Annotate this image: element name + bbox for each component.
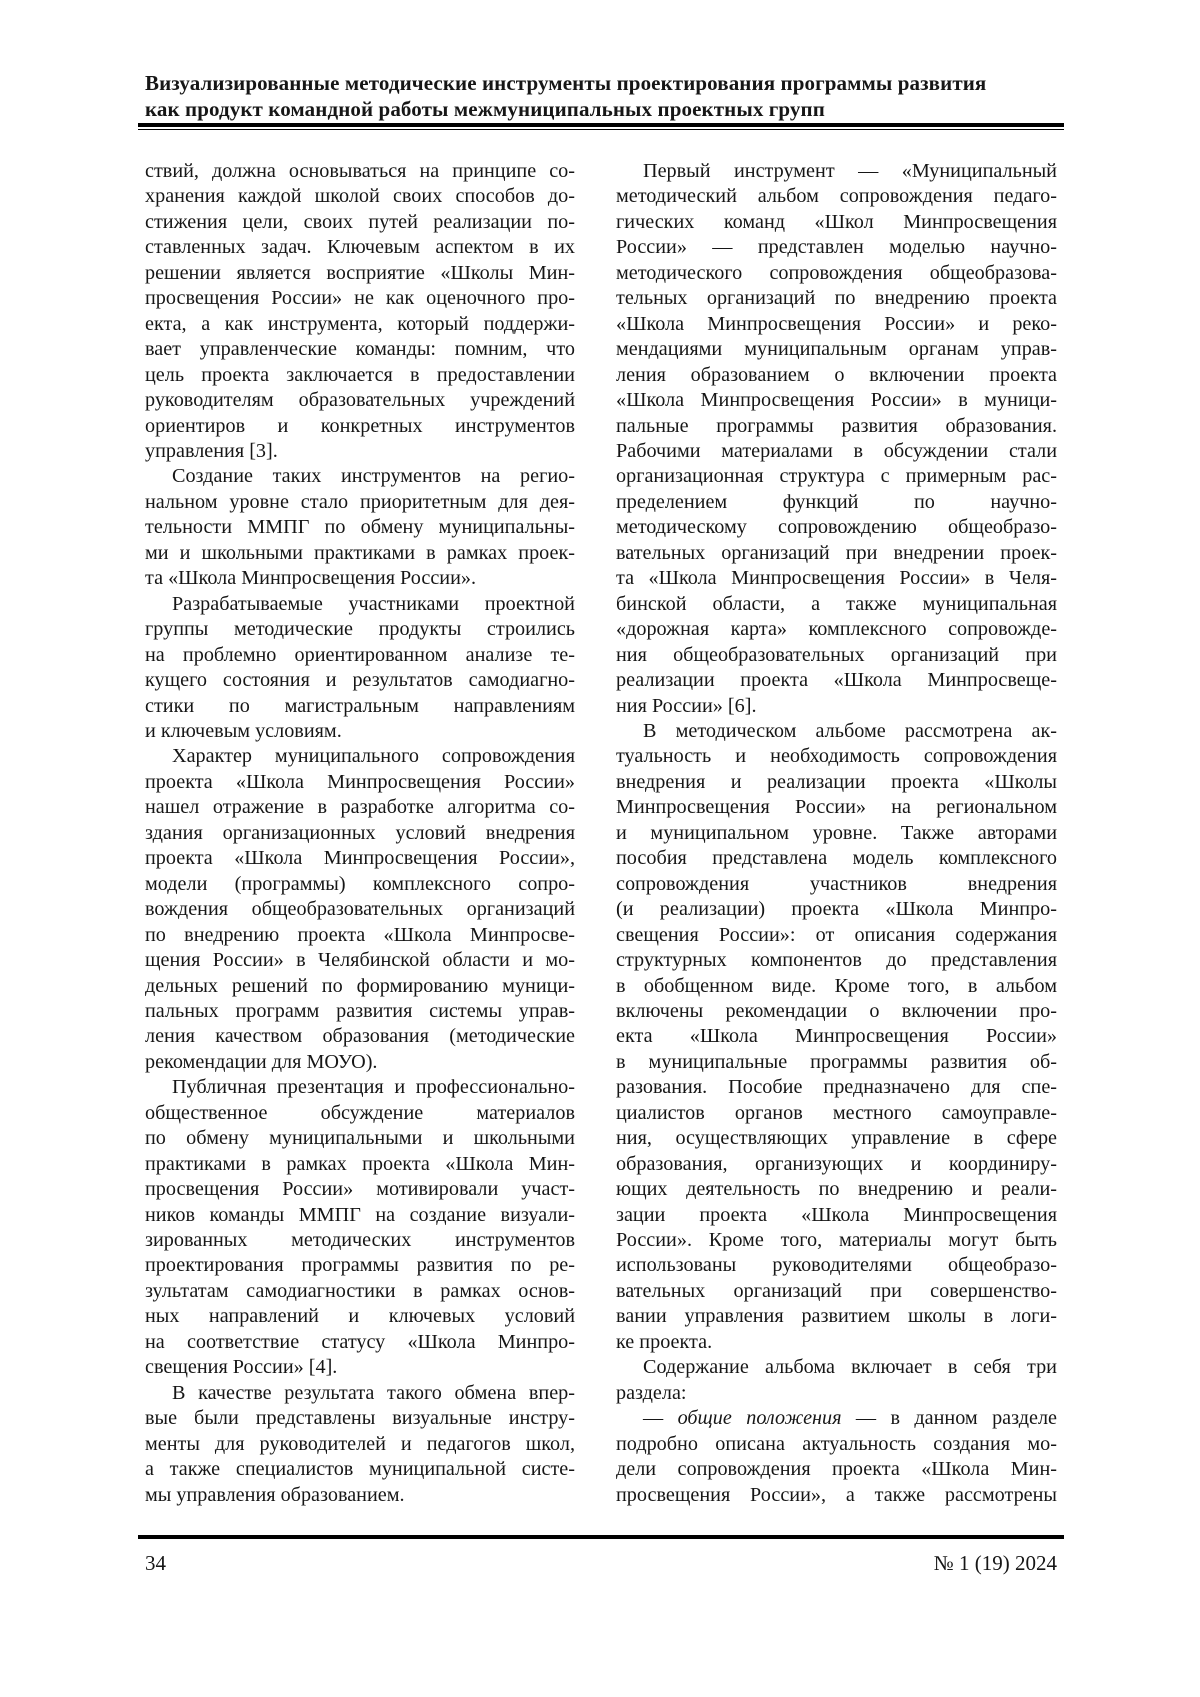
text-line: стики по магистральным направлениям — [145, 694, 575, 717]
text-line: проекта «Школа Минпросвещения России», — [145, 847, 575, 870]
text-line: на проблемно ориентированном анализе те- — [145, 643, 575, 666]
text-line: В качестве результата такого обмена впер- — [172, 1381, 575, 1404]
text-line: решении является восприятие «Школы Мин- — [145, 261, 575, 284]
text-line: свещения России» [4]. — [145, 1356, 338, 1379]
text-line: Создание таких инструментов на регио- — [172, 465, 575, 488]
text-line: управления [3]. — [145, 439, 278, 462]
text-line: ния, осуществляющих управление в сфере — [616, 1127, 1057, 1150]
text-line: ми и школьными практиками в рамках проек- — [145, 541, 575, 564]
text-line: цель проекта заключается в предоставлении — [145, 363, 575, 386]
text-line: вании управления развитием школы в логи- — [616, 1305, 1057, 1328]
text-line: общественное обсуждение материалов — [145, 1101, 575, 1124]
text-line: пальных программ развития системы управ- — [145, 999, 575, 1022]
text-line: сопровождения участников внедрения — [616, 872, 1057, 895]
paragraph — [145, 592, 575, 745]
text-line: стижения цели, своих путей реализации по- — [145, 210, 575, 233]
text-line: В методическом альбоме рассмотрена ак- — [643, 719, 1057, 742]
text-line: ления образованием о включении проекта — [616, 363, 1057, 386]
text-line: в муниципальные программы развития об- — [616, 1050, 1057, 1073]
text-line: организационная структура с примерным рас- — [616, 465, 1057, 488]
text-line: внедрения и реализации проекта «Школы — [616, 770, 1057, 793]
text-line: циалистов органов местного самоуправле- — [616, 1101, 1057, 1124]
text-line: практиками в рамках проекта «Школа Мин- — [145, 1152, 575, 1175]
text-line: вательных организаций при внедрении проек- — [616, 541, 1057, 564]
text-line: ставленных задач. Ключевым аспектом в их — [145, 236, 575, 259]
text-line: ния общеобразовательных организаций при — [616, 643, 1057, 666]
text-line: зультатам самодиагностики в рамках основ- — [145, 1279, 575, 1302]
text-line: тельных организаций по внедрению проекта — [616, 287, 1057, 310]
text-line: нашел отражение в разработке алгоритма со- — [145, 796, 575, 819]
text-line: бинской области, а также муниципальная — [616, 592, 1057, 615]
text-line: методического сопровождения общеобразова- — [616, 261, 1057, 284]
text-line: пособия представлена модель комплексного — [616, 847, 1057, 870]
text-line: (и реализации) проекта «Школа Минпро- — [616, 898, 1057, 921]
text-line: та «Школа Минпросвещения России» в Челя- — [616, 567, 1057, 590]
text-line — [616, 1406, 1057, 1431]
page-number: 34 — [145, 1551, 166, 1575]
text-line: тельности ММПГ по обмену муниципальны- — [145, 516, 575, 539]
text-line: раздела: — [616, 1381, 687, 1404]
paragraph — [145, 1075, 575, 1380]
text-line: ных направлений и ключевых условий — [145, 1305, 575, 1328]
paragraph — [145, 1381, 575, 1508]
text-line: модели (программы) комплексного сопро- — [145, 872, 575, 895]
text-line: Содержание альбома включает в себя три — [643, 1356, 1057, 1379]
footer-divider-rule — [138, 1535, 1064, 1539]
text-line: вает управленческие команды: помним, что — [145, 338, 575, 361]
text-line: менты для руководителей и педагогов школ, — [145, 1432, 575, 1455]
issue-number: № 1 (19) 2024 — [933, 1551, 1057, 1575]
text-line: дели сопровождения проекта «Школа Мин- — [616, 1458, 1057, 1481]
text-line: просвещения России» не как оценочного про- — [145, 287, 575, 310]
text-line: просвещения России», а также рассмотрены — [616, 1483, 1057, 1506]
text-line: здания организационных условий внедрения — [145, 821, 575, 844]
text-line: вые были представлены визуальные инстру- — [145, 1407, 575, 1430]
text-line: Публичная презентация и профессионально- — [172, 1076, 575, 1099]
text-line: зированных методических инструментов — [145, 1229, 575, 1252]
text-line: пределением функций по научно- — [616, 490, 1057, 513]
text-line: России» — представлен моделью научно- — [616, 236, 1057, 259]
text-line: щения России» в Челябинской области и мо- — [145, 949, 575, 972]
text-line: и ключевым условиям. — [145, 719, 342, 742]
text-line: екта, а как инструмента, который поддержи- — [145, 312, 575, 335]
text-line: образования, организующих и координиру- — [616, 1152, 1057, 1175]
text-line: методический альбом сопровождения педаго- — [616, 185, 1057, 208]
text-line: по внедрению проекта «Школа Минпросве- — [145, 923, 575, 946]
text-line: методическому сопровождению общеобразо- — [616, 516, 1057, 539]
paragraph — [616, 1406, 1057, 1508]
text-line: та «Школа Минпросвещения России». — [145, 567, 477, 590]
text-line: проекта «Школа Минпросвещения России» — [145, 770, 575, 793]
text-line: ориентиров и конкретных инструментов — [145, 414, 575, 437]
text-line: мы управления образованием. — [145, 1483, 405, 1506]
text-line: свещения России»: от описания содержания — [616, 923, 1057, 946]
text-line: реализации проекта «Школа Минпросвеще- — [616, 669, 1057, 692]
text-line: Минпросвещения России» на региональном — [616, 796, 1057, 819]
text-line: «Школа Минпросвещения России» и реко- — [616, 312, 1057, 335]
text-line: включены рекомендации о включении про- — [616, 999, 1057, 1022]
text-line: кущего состояния и результатов самодиагно- — [145, 669, 575, 692]
title-line-1: Визуализированные методические инструменты проектирования программы развития — [145, 71, 987, 95]
text-line: ления качеством образования (методические — [145, 1025, 575, 1048]
text-line: а также специалистов муниципальной систе- — [145, 1458, 575, 1481]
text-line: вательных организаций при совершенство- — [616, 1279, 1057, 1302]
paragraph — [616, 719, 1057, 1355]
paragraph — [616, 159, 1057, 719]
text-line: ке проекта. — [616, 1330, 713, 1353]
text-line: ников команды ММПГ на создание визуали- — [145, 1203, 575, 1226]
text-line: гических команд «Школ Минпросвещения — [616, 210, 1057, 233]
header-divider-rule — [138, 123, 1064, 130]
text-line: екта «Школа Минпросвещения России» — [616, 1025, 1057, 1048]
text-line: вождения общеобразовательных организаций — [145, 898, 575, 921]
text-line: «дорожная карта» комплексного сопровожде- — [616, 618, 1057, 641]
text-line: хранения каждой школой своих способов до- — [145, 185, 575, 208]
text-line: проектирования программы развития по ре- — [145, 1254, 575, 1277]
text-segment: — — [643, 1407, 678, 1430]
text-line: по обмену муниципальными и школьными — [145, 1127, 575, 1150]
text-line: мендациями муниципальным органам управ- — [616, 338, 1057, 361]
italic-text-segment: общие положения — [677, 1407, 842, 1430]
title-line-2: как продукт командной работы межмуниципальных проектных групп — [145, 96, 825, 121]
text-line: зации проекта «Школа Минпросвещения — [616, 1203, 1057, 1226]
text-line: и муниципальном уровне. Также авторами — [616, 821, 1057, 844]
text-line: руководителям образовательных учреждений — [145, 389, 575, 412]
text-line: Первый инструмент — «Муниципальный — [643, 160, 1057, 182]
text-line: нальном уровне стало приоритетным для дея- — [145, 490, 575, 513]
paragraph — [616, 1355, 1057, 1406]
text-line: России». Кроме того, материалы могут быть — [616, 1229, 1057, 1252]
text-column-left — [145, 159, 575, 1508]
text-line: ния России» [6]. — [616, 694, 757, 717]
text-line: туальность и необходимость сопровождения — [616, 745, 1057, 768]
text-line: ствий, должна основываться на принципе со- — [145, 160, 575, 182]
text-line: пальные программы развития образования. — [616, 414, 1057, 437]
text-line: «Школа Минпросвещения России» в муници- — [616, 389, 1057, 412]
text-line: подробно описана актуальность создания мо- — [616, 1432, 1057, 1455]
page-footer — [145, 1551, 1057, 1576]
text-line: Рабочими материалами в обсуждении стали — [616, 439, 1057, 462]
text-line: дельных решений по формированию муници- — [145, 974, 575, 997]
paragraph — [145, 744, 575, 1075]
article-running-title — [145, 71, 1060, 122]
text-line: в обобщенном виде. Кроме того, в альбом — [616, 974, 1057, 997]
text-line: Разрабатываемые участниками проектной — [172, 592, 575, 615]
text-segment: — в данном разделе — [841, 1407, 1058, 1430]
text-line: разования. Пособие предназначено для спе- — [616, 1076, 1057, 1099]
paragraph — [145, 464, 575, 591]
text-column-right — [616, 159, 1057, 1508]
text-line: Характер муниципального сопровождения — [172, 745, 575, 768]
text-line: рекомендации для МОУО). — [145, 1050, 378, 1073]
text-line: просвещения России» мотивировали участ- — [145, 1178, 575, 1201]
text-line: использованы руководителями общеобразо- — [616, 1254, 1057, 1277]
text-line: ющих деятельность по внедрению и реали- — [616, 1178, 1057, 1201]
paragraph — [145, 159, 575, 464]
text-line: группы методические продукты строились — [145, 618, 575, 641]
text-line: на соответствие статусу «Школа Минпро- — [145, 1330, 575, 1353]
text-line: структурных компонентов до представления — [616, 949, 1057, 972]
